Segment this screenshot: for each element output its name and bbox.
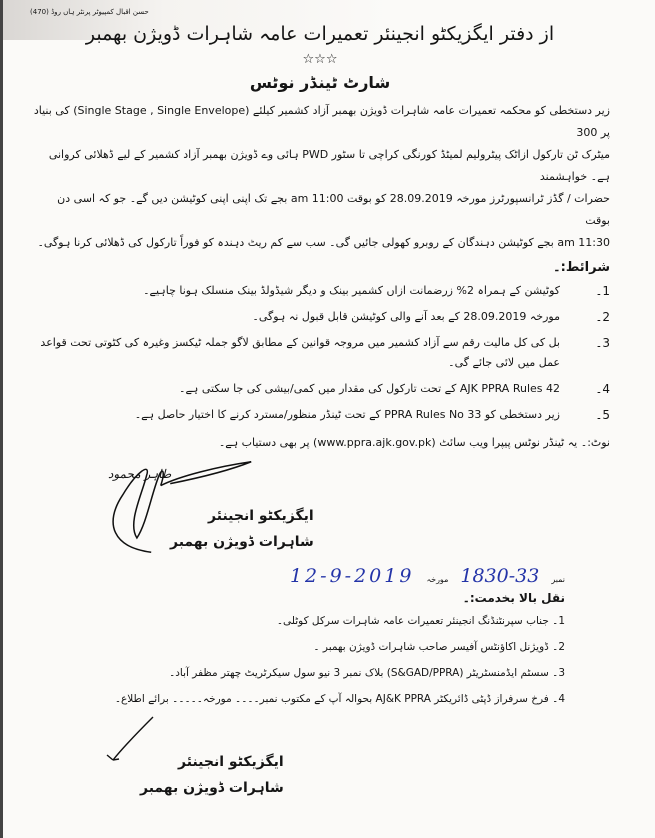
signatory-designation: ایگزیکٹو انجینئر [208,508,314,524]
stars-divider: ☆☆☆ [302,52,338,67]
body-line: am 11:30 بجے کوٹیشن دہندگان کے روبرو کھولی جائیں گی۔ سب سے کم ریٹ دہندہ کو فوراً تارکول کی ڈھلائی کرنا ہوگی۔ [37,236,610,249]
signatory-text [170,503,314,555]
copy-recipient: 3۔ سسٹم ایڈمنسٹریٹر (S&GAD/PPRA) بلاک نمبر 3 نیو سول سیکرٹریٹ چھتر مظفر آباد۔ [169,667,565,679]
website-note: نوٹ:۔ یہ ٹینڈر نوٹس پیپرا ویب سائٹ (www.ppra.ajk.gov.pk) پر بھی دستیاب ہے۔ [218,436,610,449]
signatory2-office: شاہرات ڈویژن بھمبر [140,780,284,796]
number-label: نمبر [551,575,565,584]
body-line: میٹرک ٹن تارکول ازاٹک پیٹرولیم لمیٹڈ کورنگی کراچی تا سٹور PWD ہائی وے ڈویژن بھمبر آزاد کشمیر کے لیے ڈھلائی کروانی ہے۔ خواہشمند [48,148,610,183]
signatory2-text [140,749,284,801]
body-line: حضرات / گڈز ٹرانسپورٹرز مورخہ 28.09.2019 کو بوقت am 11:00 بجے تک اپنی اپنی کوٹیشن دیں گے۔ جو کہ اسی دن بوقت [57,192,610,227]
signatory2-designation: ایگزیکٹو انجینئر [178,754,284,770]
date-label: مورخہ [426,575,449,584]
office-title: از دفتر ایگزیکٹو انجینئر تعمیرات عامہ شاہرات ڈویژن بھمبر [85,23,555,45]
body-line: زیر دستخطی کو محکمہ تعمیرات عامہ شاہرات ڈویژن بھمبر آزاد کشمیر کیلئے (Single Stage , Single Envelope) کی بنیاد پر 300 [33,104,610,139]
condition-item: 2۔ مورخہ 28.09.2019 کے بعد آنے والی کوٹیشن قابل قبول نہ ہوگی۔ [252,310,610,324]
copy-recipient: 1۔ جناب سپرنٹنڈنگ انجینئر تعمیرات عامہ شاہرات سرکل کوٹلی۔ [276,615,565,627]
signatory-name: طاہر محمود [108,467,172,481]
condition-item: 4۔ AJK PPRA Rules 42 کے تحت تارکول کی مقدار میں کمی/بیشی کی جا سکتی ہے۔ [179,382,610,396]
reference-row [30,565,565,587]
copy-recipient: 2۔ ڈویژنل اکاؤنٹس آفیسر صاحب شاہرات ڈویژن بھمبر ۔ [313,641,565,653]
signatory-office: شاہرات ڈویژن بھمبر [170,534,314,550]
signature-block-2 [30,715,610,810]
document-title: شارٹ ٹینڈر نوٹس [249,73,391,92]
copy-recipient: 4۔ فرخ سرفراز ڈپٹی ڈائریکٹر AJ&K PPRA بحوالہ آپ کے مکتوب نمبر۔۔۔۔ مورخہ۔۔۔۔۔ برائے اطلاع۔ [114,693,565,705]
conditions-heading: شرائط:۔ [553,260,610,275]
copies-heading: نقل بالا بخدمت:۔ [462,591,565,605]
reference-date: 12-9-2019 [289,565,415,587]
condition-item: 3۔ بل کی کل مالیت رقم سے آزاد کشمیر میں مروجہ قوانین کے مطابق لاگو جملہ ٹیکسز وغیرہ کی کٹوتی تحت قواعد عمل میں لائی جائے گی۔ [40,336,610,369]
condition-item: 5۔ زیر دستخطی کو 33 PPRA Rules No کے تحت ٹینڈر منظور/مسترد کرنے کا اختیار حاصل ہے۔ [134,408,610,422]
reference-number: 1830-33 [460,565,540,587]
condition-item: 1۔ کوٹیشن کے ہمراہ 2% زرضمانت ازاں کشمیر بینک و دیگر شیڈولڈ بینک منسلک ہونا چاہیے۔ [143,284,610,298]
signature-block [30,457,610,557]
printer-mark: حسن اقبال کمپیوٹر پرنٹر ہاں روڈ (470) [30,8,149,16]
copies-section [30,591,565,709]
